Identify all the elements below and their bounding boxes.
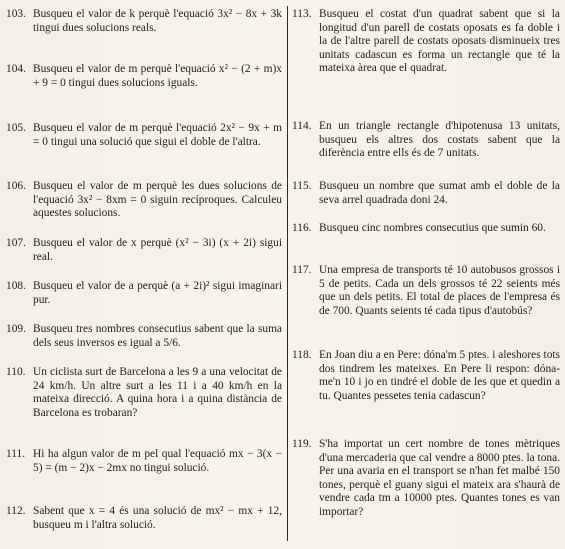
problem-number: 103. xyxy=(6,8,26,20)
problem-number: 119. xyxy=(292,438,312,450)
problem-text: Un ciclista surt de Barcelona a les 9 a una velocitat de 24 km/h. Un altre surt a les 11 i a 40 km/h en la mateixa direcció. A quina hora i a quina distància de Barcelona es trobaran? xyxy=(33,366,282,419)
problem-number: 116. xyxy=(292,222,312,234)
column-divider xyxy=(287,6,288,541)
problem-number: 114. xyxy=(292,120,312,132)
problem-number: 107. xyxy=(6,237,26,249)
problem-text: Busqueu el valor de m perquè l'equació x² − (2 + m)x + 9 = 0 tingui dues solucions iguals. xyxy=(33,63,282,89)
problem-115 xyxy=(292,180,560,207)
problem-111 xyxy=(6,448,282,475)
problem-number: 106. xyxy=(6,180,26,192)
problem-text: En Joan diu a en Pere: dóna'm 5 ptes. i aleshores tots dos tindrem les mateixes. En Pere li respon: dóna-me'n 10 i jo en tindré el doble de les que et quedin a tu. Quantes pessetes tenia cadascun? xyxy=(319,349,560,402)
problem-text: Busqueu el valor de m perquè les dues solucions de l'equació 3x² − 8xm = 0 siguin recíproques. Calculeu aquestes solucions. xyxy=(33,180,282,219)
problem-106 xyxy=(6,180,282,221)
problem-number: 117. xyxy=(292,264,312,276)
problem-108 xyxy=(6,280,282,307)
problem-114 xyxy=(292,120,560,161)
problem-text: Busqueu un nombre que sumat amb el doble de la seva arrel quadrada doni 24. xyxy=(319,180,560,206)
problem-113 xyxy=(292,8,560,76)
problem-107 xyxy=(6,237,282,264)
problem-text: Busqueu el valor de k perquè l'equació 3x² − 8x + 3k tingui dues solucions reals. xyxy=(33,8,282,34)
problem-text: Una empresa de transports té 10 autobusos grossos i 5 de petits. Cada un dels grossos té 22 seients més que un dels petits. El total de places de l'empresa és de 700. Quants seients té cada tipus d'autobús? xyxy=(319,264,560,317)
problem-text: Sabent que x = 4 és una solució de mx² − mx + 12, busqueu m i l'altra solució. xyxy=(33,505,282,531)
problem-text: Busqueu el valor de x perquè (x² − 3i) (x + 2i) sigui real. xyxy=(33,237,282,263)
problem-104 xyxy=(6,63,282,90)
problem-110 xyxy=(6,366,282,420)
problem-105 xyxy=(6,122,282,149)
problem-number: 112. xyxy=(6,505,26,517)
problem-number: 105. xyxy=(6,122,26,134)
problem-103 xyxy=(6,8,282,35)
problem-number: 110. xyxy=(6,366,26,378)
problem-text: Busqueu el valor de m perquè l'equació 2x² − 9x + m = 0 tingui una solució que sigui el doble de l'altra. xyxy=(33,122,282,148)
problem-text: Busqueu tres nombres consecutius sabent que la suma dels seus inversos es igual a 5/6. xyxy=(33,323,282,349)
problem-text: En un triangle rectangle d'hipotenusa 13 unitats, busqueu els altres dos costats sabent que la diferència entre ells és de 7 unitats. xyxy=(319,120,560,159)
problem-number: 113. xyxy=(292,8,312,20)
problem-112 xyxy=(6,505,282,532)
problem-text: Hi ha algun valor de m pel qual l'equació mx − 3(x − 5) = (m − 2)x − 2mx no tingui solució. xyxy=(33,448,282,474)
problem-116 xyxy=(292,222,560,236)
problem-118 xyxy=(292,349,560,403)
problem-number: 111. xyxy=(6,448,26,460)
problem-number: 108. xyxy=(6,280,26,292)
problem-number: 115. xyxy=(292,180,312,192)
problem-text: S'ha importat un cert nombre de tones mètriques d'una mercaderia que cal vendre a 8000 ptes. la tona. Per una avaria en el transport se n'han fet malbé 150 tones, perquè el guany sigui el mateix ara s'haurà de vendre cada tm a 10000 ptes. Quantes tones es van importar? xyxy=(319,438,560,518)
problem-119 xyxy=(292,438,560,519)
problem-number: 104. xyxy=(6,63,26,75)
problem-109 xyxy=(6,323,282,350)
problem-text: Busqueu el costat d'un quadrat sabent que si la longitud d'un parell de costats oposats es fa doble i la de l'altre parell de costats oposats disminueix tres unitats cadascun es forma un rectangle que té la mateixa àrea que el quadrat. xyxy=(319,8,560,74)
problem-number: 109. xyxy=(6,323,26,335)
problem-text: Busqueu cinc nombres consecutius que sumin 60. xyxy=(319,222,546,234)
problem-117 xyxy=(292,264,560,318)
problem-number: 118. xyxy=(292,349,312,361)
problem-text: Busqueu el valor de a perquè (a + 2i)² sigui imaginari pur. xyxy=(33,280,282,306)
